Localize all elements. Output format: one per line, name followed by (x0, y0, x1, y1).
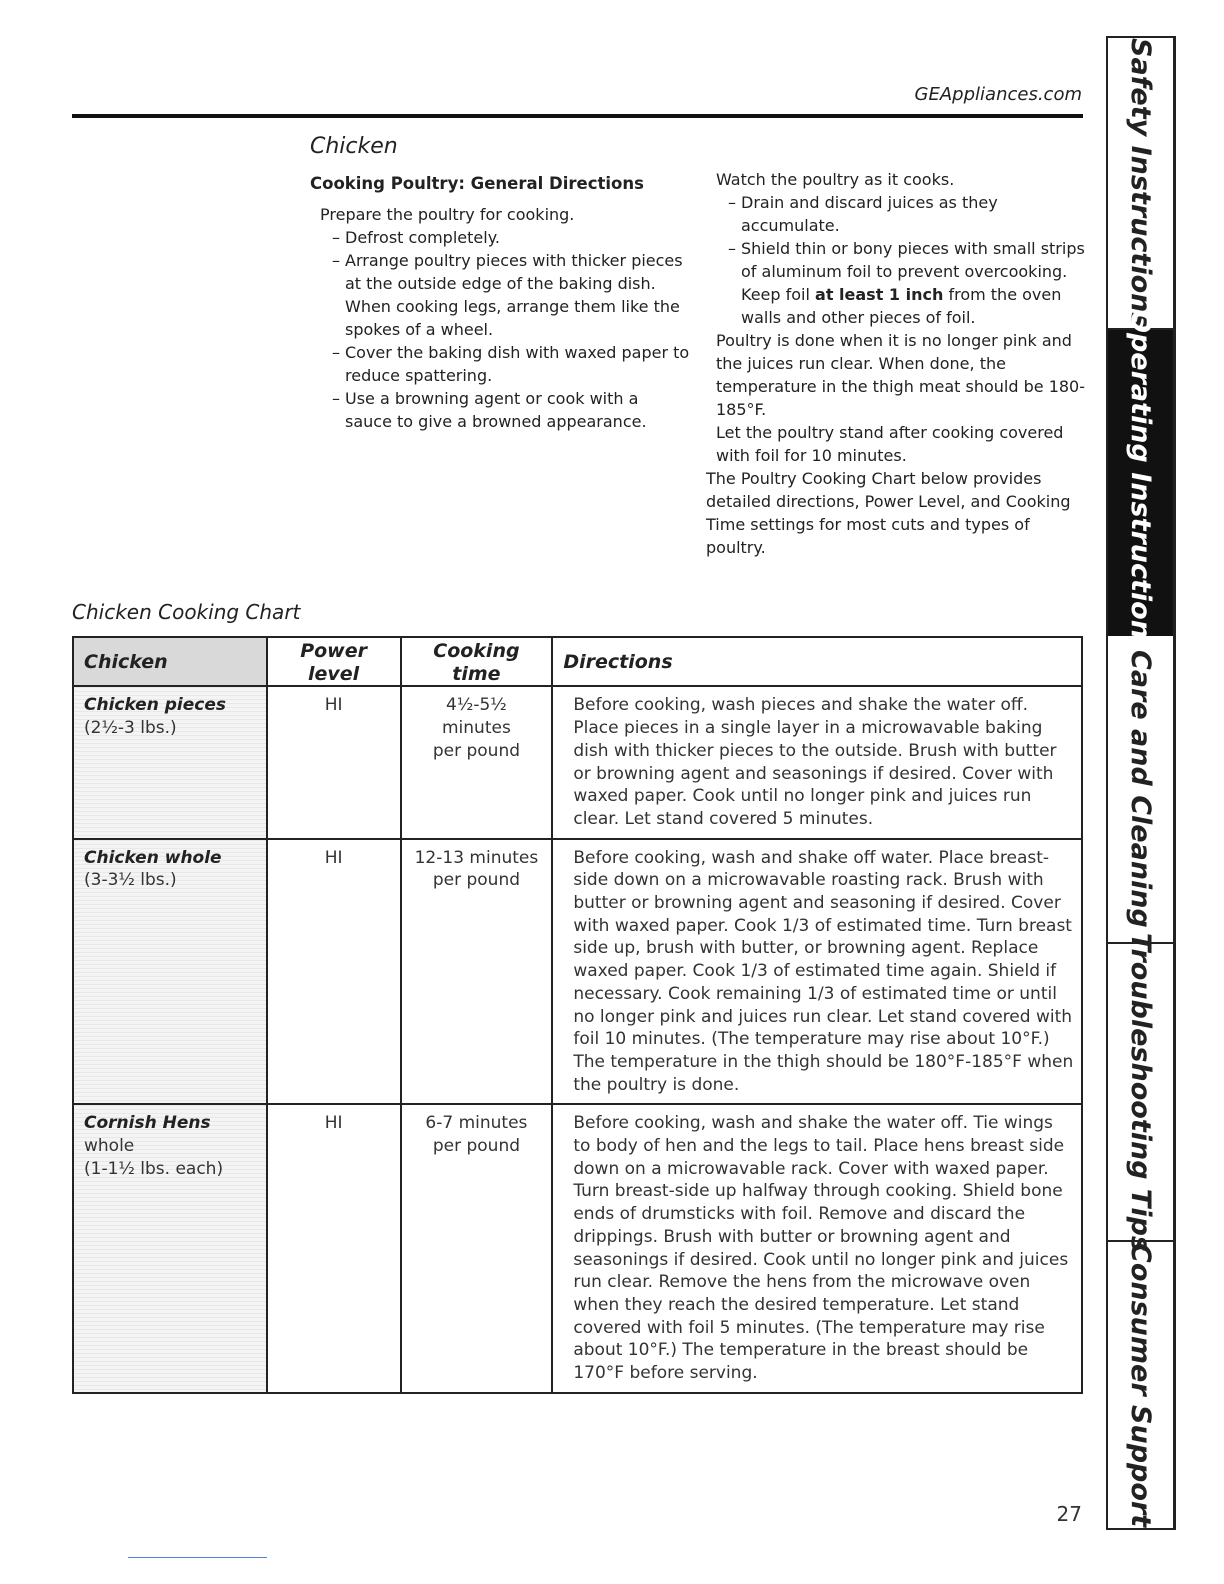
tab-troubleshooting-tips[interactable] (1108, 932, 1173, 1252)
list-item: – Use a browning agent or cook with a sauce to give a browned appearance. (332, 387, 690, 433)
tab-label: Care and Cleaning (1125, 650, 1156, 928)
power-level-cell: HI (267, 686, 401, 838)
chart-title: Chicken Cooking Chart (72, 600, 301, 624)
header-chicken: Chicken (73, 637, 267, 686)
item-weight: (2½-3 lbs.) (84, 718, 177, 739)
directions-cell: Before cooking, wash pieces and shake the water off. Place pieces in a single layer in a microwavable baking dish with thicker pieces to the outside. Brush with butter or browning agent and seasonings if desired. Cover with waxed paper. Cook until no longer pink and juices run clear. Let stand covered 5 minutes. (552, 686, 1082, 838)
general-directions-column (310, 172, 690, 433)
header-power-level: Power level (267, 637, 401, 686)
tab-consumer-support[interactable] (1108, 1242, 1173, 1528)
general-directions-heading: Cooking Poultry: General Directions (310, 174, 644, 193)
item-weight: (3-3½ lbs.) (84, 870, 177, 891)
side-tab-navigation (1106, 36, 1176, 1530)
tab-care-and-cleaning[interactable] (1108, 636, 1173, 944)
cooking-time-value: 12-13 minutes (414, 847, 539, 868)
item-name: Cornish Hens (84, 1113, 211, 1134)
tab-label: Troubleshooting Tips (1125, 932, 1156, 1252)
shield-text-start: Shield thin or bony pieces with small strips of aluminum foil to prevent overcooking. Keep foil (741, 239, 1085, 304)
doneness-text: Poultry is done when it is no longer pink and the juices run clear. When done, the temperature in the thigh meat should be 180-185°F. (716, 331, 1085, 419)
list-item: – Arrange poultry pieces with thicker pieces at the outside edge of the baking dish. When cooking legs, arrange them like the spokes of a wheel. (332, 249, 690, 341)
table-row (73, 1104, 1082, 1392)
directions-cell: Before cooking, wash and shake off water. Place breast-side down on a microwavable roasting rack. Brush with butter or browning agent and seasoning if desired. Cover with waxed paper. Cook 1/3 of estimated time. Turn breast side up, brush with butter, or browning agent. Replace waxed paper. Cook 1/3 of estimated time again. Shield if necessary. Cook remaining 1/3 of estimated time or until no longer pink and juices run clear. Let stand covered with foil 10 minutes. (The temperature may rise about 10°F.) The temperature in the thigh should be 180°F-185°F when the poultry is done. (552, 839, 1082, 1105)
watch-list (706, 191, 1086, 329)
cooking-time-value: 6-7 minutes (425, 1113, 528, 1134)
list-item (728, 237, 1086, 329)
power-level-cell: HI (267, 1104, 401, 1392)
cooking-time-cell (401, 686, 553, 838)
directions-cell: Before cooking, wash and shake the water off. Tie wings to body of hen and the legs to tail. Place hens breast side down on a microwavable rack. Cover with waxed paper. Turn breast-side up halfway through cooking. Shield bone ends of drumsticks with foil. Remove and discard the drippings. Brush with butter or browning agent and seasonings if desired. Cook until no longer pink and juices run clear. Remove the hens from the microwave oven when they reach the desired temperature. Let stand covered with foil 5 minutes. (The temperature may rise about 10°F.) The temperature in the breast should be 170°F before serving. (552, 1104, 1082, 1392)
prepare-list (310, 226, 690, 433)
row-item-cell (73, 1104, 267, 1392)
cooking-time-cell (401, 1104, 553, 1392)
list-item: – Drain and discard juices as they accumulate. (728, 191, 1086, 237)
tab-label: Operating Instructions (1125, 310, 1156, 656)
tab-operating-instructions[interactable] (1108, 310, 1173, 656)
chart-intro-text: The Poultry Cooking Chart below provides detailed directions, Power Level, and Cooking Time settings for most cuts and types of poultry. (706, 469, 1071, 557)
foil-distance-emphasis: at least 1 inch (815, 285, 944, 304)
prepare-intro: Prepare the poultry for cooking. (320, 205, 575, 224)
cooking-time-unit: per pound (432, 740, 521, 761)
item-weight: (1-1½ lbs. each) (84, 1158, 224, 1179)
footer-link-underline (128, 1557, 267, 1558)
item-name: Chicken whole (84, 847, 222, 868)
table-row (73, 686, 1082, 838)
cooking-time-unit: per pound (432, 870, 521, 891)
site-url[interactable]: GEAppliances.com (914, 84, 1082, 105)
chicken-cooking-chart (72, 636, 1083, 1394)
list-item: – Defrost completely. (332, 226, 690, 249)
power-level-cell: HI (267, 839, 401, 1105)
tab-safety-instructions[interactable] (1108, 38, 1173, 330)
header-directions: Directions (552, 637, 1082, 686)
row-item-cell (73, 839, 267, 1105)
cooking-time-value: 4½-5½ minutes (442, 695, 511, 739)
cooking-time-unit: per pound (432, 1136, 521, 1157)
header-divider (72, 114, 1083, 118)
tab-label: Safety Instructions (1125, 37, 1156, 329)
item-name: Chicken pieces (84, 695, 226, 716)
watch-poultry-column (706, 168, 1086, 559)
standing-text: Let the poultry stand after cooking covered with foil for 10 minutes. (716, 423, 1064, 465)
section-title: Chicken (310, 134, 398, 159)
cooking-time-cell (401, 839, 553, 1105)
item-qualifier: whole (84, 1136, 135, 1157)
page-number: 27 (1056, 1502, 1082, 1526)
table-header-row (73, 637, 1082, 686)
list-item: – Cover the baking dish with waxed paper to reduce spattering. (332, 341, 690, 387)
tab-label: Consumer Support (1125, 1242, 1156, 1528)
header-cooking-time: Cooking time (401, 637, 553, 686)
shield-text-end: from the oven walls and other pieces of foil. (741, 285, 1062, 327)
row-item-cell (73, 686, 267, 838)
watch-intro: Watch the poultry as it cooks. (716, 170, 955, 189)
table-row (73, 839, 1082, 1105)
